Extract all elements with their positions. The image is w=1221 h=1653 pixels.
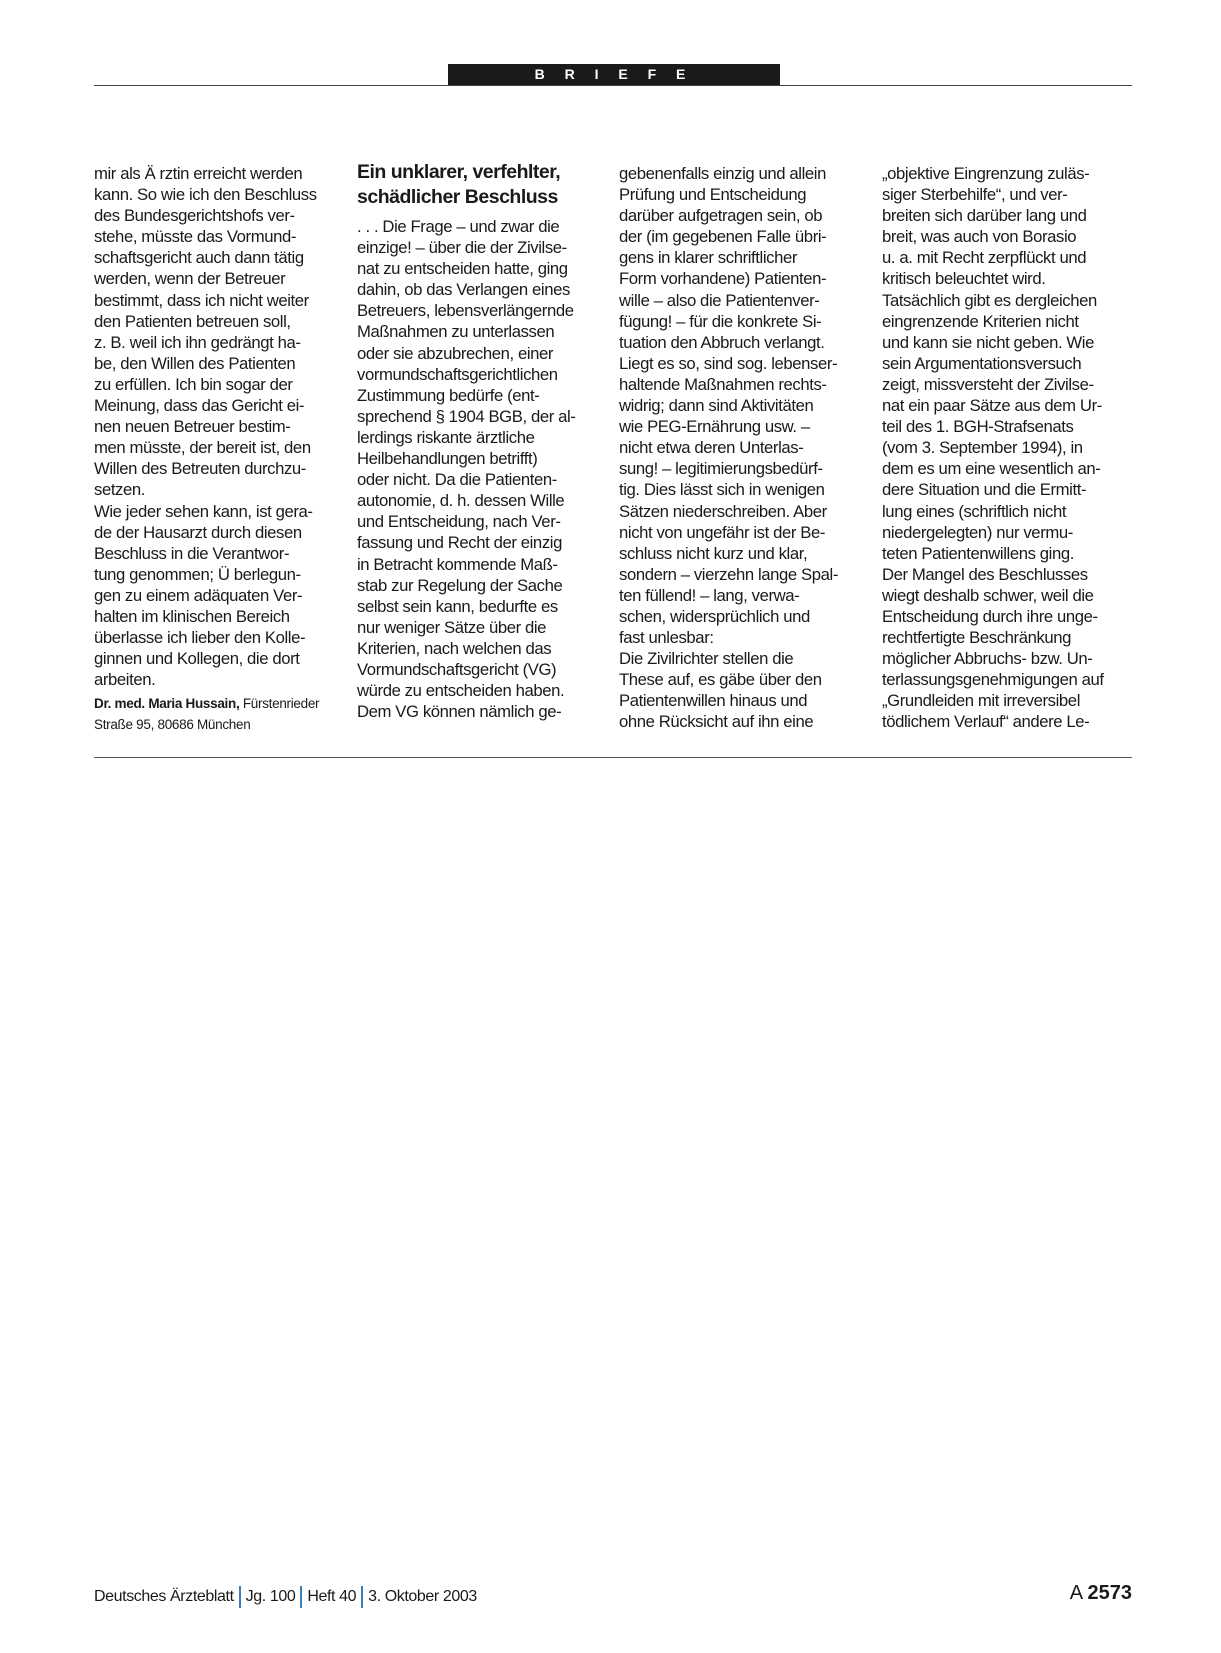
text-line: nat ein paar Sätze aus dem Ur- (882, 396, 1102, 416)
text-line: sondern – vierzehn lange Spal- (619, 564, 838, 584)
text-line: einzige! – über die der Zivilse- (357, 238, 567, 258)
text-line: Meinung, dass das Gericht ei- (94, 396, 305, 416)
text-line: breit, was auch von Borasio (882, 227, 1077, 247)
footer-date: 3. Oktober 2003 (368, 1588, 477, 1605)
headline-line: Ein unklarer, verfehlter, (357, 161, 561, 183)
text-line: oder sie abzubrechen, einer (357, 343, 554, 363)
text-line: nicht von ungefähr ist der Be- (619, 522, 825, 542)
text-line: nat zu entscheiden hatte, ging (357, 259, 568, 279)
text-line: Willen des Betreuten durchzu- (94, 459, 306, 479)
text-line: widrig; dann sind Aktivitäten (619, 396, 814, 416)
text-line: zeigt, missversteht der Zivilse- (882, 374, 1094, 394)
letter-signature (94, 693, 346, 735)
text-line: sung! – legitimierungsbedürf- (619, 459, 823, 479)
text-line: Betreuers, lebensverlängernde (357, 301, 574, 321)
text-line: gebenenfalls einzig und allein (619, 164, 826, 183)
text-line: tung genommen; Ü berlegun- (94, 564, 301, 584)
page-number-prefix: A (1069, 1582, 1088, 1604)
text-line: ginnen und Kollegen, die dort (94, 649, 300, 669)
text-line: vormundschaftsgerichtlichen (357, 364, 558, 384)
text-line: wie PEG-Ernährung usw. – (619, 417, 810, 437)
article-column-4 (882, 163, 1134, 733)
article-column-3 (619, 163, 871, 733)
column-3-body (619, 163, 871, 733)
text-line: zu erfüllen. Ich bin sogar der (94, 374, 293, 394)
signature-address-line-2: Straße 95, 80686 München (94, 717, 251, 733)
text-line: tödlichem Verlauf“ andere Le- (882, 712, 1090, 732)
text-line: tuation den Abbruch verlangt. (619, 332, 825, 352)
footer-publication: Deutsches Ärzteblatt (94, 1588, 234, 1605)
text-line: u. a. mit Recht zerpflückt und (882, 248, 1087, 268)
text-line: gen zu einem adäquaten Ver- (94, 585, 303, 605)
text-line: niedergelegten) nur vermu- (882, 522, 1073, 542)
footer-separator (239, 1586, 241, 1608)
text-line: . . . Die Frage – und zwar die (357, 217, 560, 236)
text-line: nicht etwa deren Unterlas- (619, 438, 804, 458)
text-line: Vormundschaftsgericht (VG) (357, 659, 557, 679)
text-line: Tatsächlich gibt es dergleichen (882, 290, 1097, 310)
text-line: Beschluss in die Verantwor- (94, 543, 290, 563)
text-line: und Entscheidung, nach Ver- (357, 512, 561, 532)
text-line: „Grundleiden mit irreversibel (882, 691, 1080, 711)
page-footer (94, 1586, 477, 1608)
text-line: Liegt es so, sind sog. lebenser- (619, 353, 838, 373)
text-line: kritisch beleuchtet wird. (882, 269, 1046, 289)
text-line: fast unlesbar: (619, 628, 714, 648)
text-line: Zustimmung bedürfe (ent- (357, 385, 540, 405)
text-line: Heilbehandlungen betrifft) (357, 449, 538, 469)
page-number (1070, 1582, 1132, 1605)
text-line: selbst sein kann, bedurfte es (357, 596, 558, 616)
text-line: gens in klarer schriftlicher (619, 248, 797, 268)
text-line: halten im klinischen Bereich (94, 606, 290, 626)
column-2-body (357, 216, 609, 722)
text-line: Der Mangel des Beschlusses (882, 564, 1088, 584)
text-line: Patientenwillen hinaus und (619, 691, 808, 711)
text-line: lung eines (schriftlich nicht (882, 501, 1067, 521)
text-line: möglicher Abbruchs- bzw. Un- (882, 649, 1093, 669)
signature-address-line-1: Fürstenrieder (239, 696, 320, 712)
article-column-1 (94, 163, 346, 735)
headline-line: schädlicher Beschluss (357, 186, 558, 208)
text-line: eingrenzende Kriterien nicht (882, 311, 1079, 331)
signature-author-name: Dr. med. Maria Hussain, (94, 696, 240, 712)
text-line: fügung! – für die konkrete Si- (619, 311, 822, 331)
text-line: wille – also die Patientenver- (619, 290, 820, 310)
footer-separator (361, 1586, 363, 1608)
text-line: siger Sterbehilfe“, und ver- (882, 185, 1068, 205)
text-line: des Bundesgerichtshofs ver- (94, 206, 295, 226)
text-line: men müsste, der bereit ist, den (94, 438, 311, 458)
text-line: oder nicht. Da die Patienten- (357, 470, 557, 490)
column-1-body (94, 163, 346, 690)
page-number-value: 2573 (1087, 1582, 1132, 1604)
text-line: z. B. weil ich ihn gedrängt ha- (94, 332, 301, 352)
text-line: sein Argumentationsversuch (882, 353, 1082, 373)
text-line: (vom 3. September 1994), in (882, 438, 1083, 458)
header-rule (94, 85, 1132, 86)
text-line: arbeiten. (94, 670, 156, 690)
text-line: These auf, es gäbe über den (619, 670, 822, 690)
text-line: breiten sich darüber lang und (882, 206, 1087, 226)
text-line: „objektive Eingrenzung zuläs- (882, 164, 1090, 183)
article-bottom-rule (94, 757, 1132, 758)
text-line: den Patienten betreuen soll, (94, 311, 291, 331)
text-line: Maßnahmen zu unterlassen (357, 322, 555, 342)
text-line: Die Zivilrichter stellen die (619, 649, 794, 669)
text-line: haltende Maßnahmen rechts- (619, 374, 827, 394)
text-line: bestimmt, dass ich nicht weiter (94, 290, 309, 310)
article-column-2 (357, 160, 609, 722)
text-line: Dem VG können nämlich ge- (357, 702, 562, 722)
text-line: stab zur Regelung der Sache (357, 575, 563, 595)
letter-headline (357, 160, 609, 210)
text-line: darüber aufgetragen sein, ob (619, 206, 823, 226)
text-line: setzen. (94, 480, 146, 500)
text-line: dem es um eine wesentlich an- (882, 459, 1101, 479)
text-line: kann. So wie ich den Beschluss (94, 185, 317, 205)
text-line: schen, widersprüchlich und (619, 606, 810, 626)
text-line: Wie jeder sehen kann, ist gera- (94, 501, 313, 521)
text-line: dere Situation und die Ermitt- (882, 480, 1087, 500)
text-line: Entscheidung durch ihre unge- (882, 606, 1098, 626)
text-line: tig. Dies lässt sich in wenigen (619, 480, 825, 500)
text-line: würde zu entscheiden haben. (357, 681, 565, 701)
text-line: Sätzen niederschreiben. Aber (619, 501, 827, 521)
text-line: Prüfung und Entscheidung (619, 185, 807, 205)
text-line: mir als Ä rztin erreicht werden (94, 164, 303, 183)
text-line: und kann sie nicht geben. Wie (882, 332, 1094, 352)
section-label-briefe: B R I E F E (448, 64, 780, 85)
text-line: schluss nicht kurz und klar, (619, 543, 808, 563)
text-line: lerdings riskante ärztliche (357, 427, 535, 447)
text-line: in Betracht kommende Maß- (357, 554, 558, 574)
text-line: teil des 1. BGH-Strafsenats (882, 417, 1074, 437)
text-line: wiegt deshalb schwer, weil die (882, 585, 1094, 605)
text-line: ten füllend! – lang, verwa- (619, 585, 800, 605)
footer-volume: Jg. 100 (245, 1588, 296, 1605)
text-line: der (im gegebenen Falle übri- (619, 227, 827, 247)
text-line: stehe, müsste das Vormund- (94, 227, 297, 247)
text-line: nur weniger Sätze über die (357, 617, 547, 637)
text-line: nen neuen Betreuer bestim- (94, 417, 291, 437)
text-line: überlasse ich lieber den Kolle- (94, 628, 306, 648)
footer-issue: Heft 40 (307, 1588, 357, 1605)
text-line: Kriterien, nach welchen das (357, 638, 552, 658)
text-line: dahin, ob das Verlangen eines (357, 280, 570, 300)
text-line: werden, wenn der Betreuer (94, 269, 286, 289)
text-line: ohne Rücksicht auf ihn eine (619, 712, 814, 732)
text-line: Form vorhandene) Patienten- (619, 269, 827, 289)
text-line: rechtfertigte Beschränkung (882, 628, 1072, 648)
text-line: teten Patientenwillens ging. (882, 543, 1074, 563)
text-line: fassung und Recht der einzig (357, 533, 562, 553)
text-line: be, den Willen des Patienten (94, 353, 296, 373)
text-line: terlassungsgenehmigungen auf (882, 670, 1104, 690)
column-4-body (882, 163, 1134, 733)
text-line: schaftsgericht auch dann tätig (94, 248, 304, 268)
text-line: sprechend § 1904 BGB, der al- (357, 406, 576, 426)
text-line: autonomie, d. h. dessen Wille (357, 491, 565, 511)
footer-separator (300, 1586, 302, 1608)
text-line: de der Hausarzt durch diesen (94, 522, 302, 542)
